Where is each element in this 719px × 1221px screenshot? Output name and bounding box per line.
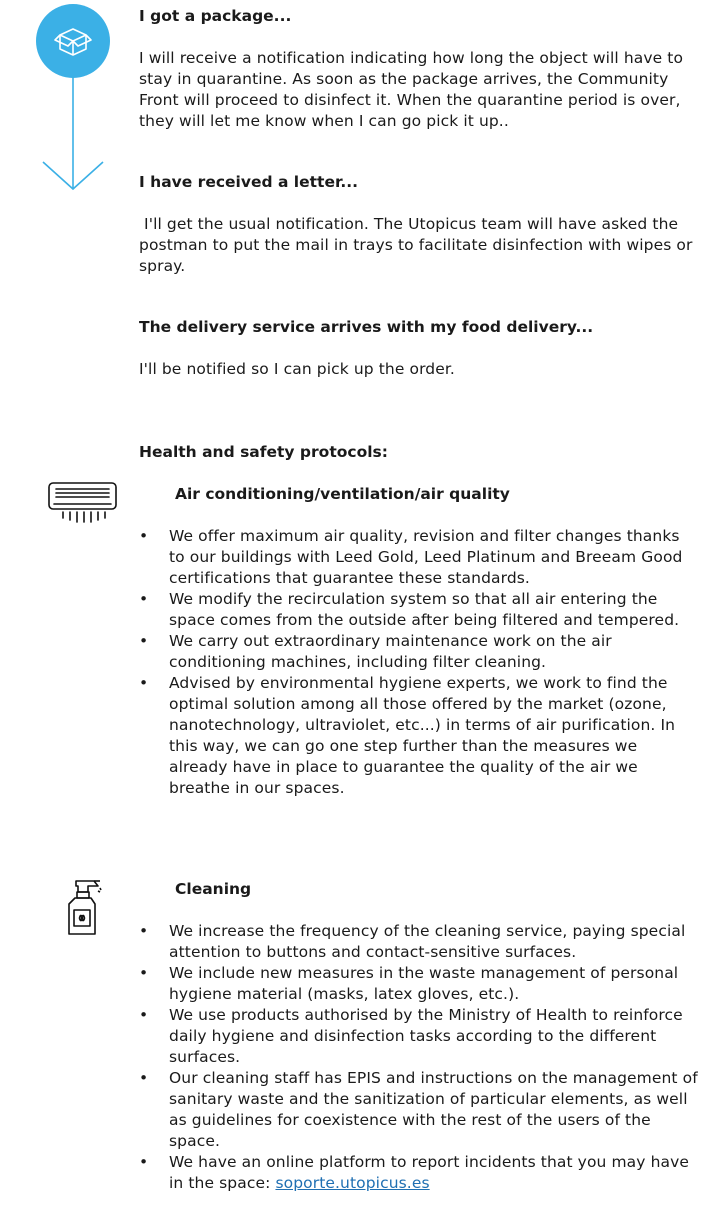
package-section — [139, 6, 699, 132]
timeline-arrow-icon — [40, 76, 106, 192]
cleaning-section — [139, 879, 699, 1194]
letter-text: I'll get the usual notification. The Utopicus team will have asked the postman to put the mail in trays to facilitate disinfection with wipes or spray. — [139, 215, 698, 275]
air-title: Air conditioning/ventilation/air quality — [175, 485, 510, 503]
support-text: We have an online platform to report incidents that you may have in the space: — [169, 1153, 690, 1192]
spray-bottle-icon — [64, 878, 104, 938]
list-item: • Advised by environmental hygiene experts, we work to find the optimal solution among all those offered by the market (ozone, nanotechnology, ultraviolet, etc...) in terms of air purification. In this way, we can go one step further than the measures we already have in place to guarantee the quality of the air we breathe in our spaces. — [139, 673, 699, 799]
air-conditioner-icon — [48, 482, 118, 524]
air-section — [139, 484, 699, 799]
letter-section — [139, 172, 699, 277]
list-item: • We include new measures in the waste management of personal hygiene material (masks, latex gloves, etc.). — [139, 963, 699, 1005]
support-link[interactable]: soporte.utopicus.es — [275, 1174, 430, 1192]
list-item: • Our cleaning staff has EPIS and instructions on the management of sanitary waste and the sanitization of particular elements, as well as guidelines for coexistence with the rest of the users of the space. — [139, 1068, 699, 1152]
air-list — [139, 526, 699, 799]
list-item: • We use products authorised by the Ministry of Health to reinforce daily hygiene and disinfection tasks according to the different surfaces. — [139, 1005, 699, 1068]
delivery-text: I'll be notified so I can pick up the order. — [139, 360, 455, 378]
list-item: • We modify the recirculation system so that all air entering the space comes from the outside after being filtered and tempered. — [139, 589, 699, 631]
protocols-section — [139, 442, 699, 463]
delivery-section — [139, 317, 699, 380]
cleaning-title: Cleaning — [175, 880, 252, 898]
cleaning-list — [139, 921, 699, 1194]
protocols-title: Health and safety protocols: — [139, 443, 388, 461]
list-item: • We increase the frequency of the cleaning service, paying special attention to buttons and contact-sensitive surfaces. — [139, 921, 699, 963]
package-icon — [36, 4, 110, 78]
list-item: • We carry out extraordinary maintenance work on the air conditioning machines, including filter cleaning. — [139, 631, 699, 673]
letter-title: I have received a letter... — [139, 173, 359, 191]
package-title: I got a package... — [139, 7, 292, 25]
list-item: • We offer maximum air quality, revision and filter changes thanks to our buildings with Leed Gold, Leed Platinum and Breeam Good certifications that guarantee these standards. — [139, 526, 699, 589]
delivery-title: The delivery service arrives with my food delivery... — [139, 318, 594, 336]
list-item — [139, 1152, 699, 1194]
package-text: I will receive a notification indicating how long the object will have to stay in quarantine. As soon as the package arrives, the Community Front will proceed to disinfect it. When the quarantine period is over, they will let me know when I can go pick it up.. — [139, 49, 684, 130]
